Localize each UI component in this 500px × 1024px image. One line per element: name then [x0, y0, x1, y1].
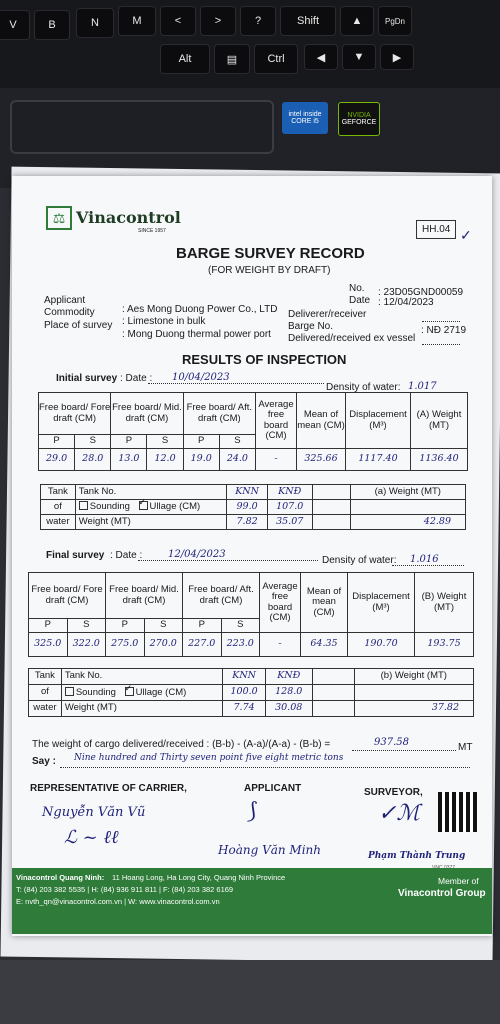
delivered-value: 937.58	[374, 737, 409, 748]
initial-weight1: 7.82	[227, 515, 268, 530]
laptop-keyboard	[0, 0, 500, 100]
delivered-label: The weight of cargo delivered/received : (B-b) - (A-a)/(A-a) - (B-b) =	[32, 739, 331, 750]
sounding-label: Sounding	[75, 686, 116, 698]
initial-of-label: of	[41, 500, 76, 515]
barge-value: : NĐ 2719	[421, 325, 467, 336]
final-tank-blank	[354, 685, 473, 701]
date-label: Date	[349, 295, 371, 306]
initial-date-dots	[148, 383, 324, 384]
final-ps: P	[29, 619, 68, 633]
final-draft-table	[28, 572, 474, 657]
final-hdr-average: Average free board (CM)	[260, 573, 301, 633]
intel-sticker	[282, 102, 328, 134]
ullage-label: Ullage (CM)	[149, 501, 201, 513]
ullage-checkbox	[139, 501, 148, 510]
final-hdr-mean: Mean of mean (CM)	[301, 573, 348, 633]
final-mid-s: 270.0	[144, 633, 183, 657]
key-shift: Shift	[280, 6, 336, 36]
initial-tankno-label: Tank No.	[75, 485, 227, 500]
initial-fore-p: 29.0	[39, 449, 75, 471]
final-tank-label: Tank	[29, 669, 62, 685]
key-comma: <	[160, 6, 196, 36]
initial-tank-spacer	[312, 500, 350, 515]
final-method-cell	[61, 685, 222, 701]
initial-hdr-average: Average free board (CM)	[256, 393, 297, 449]
final-ps: P	[183, 619, 222, 633]
doc-code-box: HH.04	[416, 220, 456, 239]
final-result-value: 37.82	[354, 701, 473, 717]
sounding-checkbox	[65, 687, 74, 696]
final-weight-label: Weight (MT)	[61, 701, 222, 717]
key-slash: ?	[240, 6, 276, 36]
key-v: V	[0, 10, 30, 40]
place-label: Place of survey	[44, 320, 113, 331]
final-displacement: 190.70	[348, 633, 415, 657]
initial-draft-table	[38, 392, 468, 471]
initial-ps: P	[39, 435, 75, 449]
initial-ps: P	[111, 435, 147, 449]
initial-ps: P	[183, 435, 219, 449]
final-aft-s: 223.0	[221, 633, 260, 657]
sounding-checkbox	[79, 501, 88, 510]
barge-label: Barge No.	[288, 321, 334, 332]
final-tank-result-label: (b) Weight (MT)	[354, 669, 473, 685]
initial-date-label: : Date :	[120, 373, 153, 384]
deliverer-dots	[422, 321, 460, 322]
key-left: ◀	[304, 44, 338, 70]
deliverer-label: Deliverer/receiver	[288, 309, 367, 320]
initial-hdr-mean: Mean of mean (CM)	[297, 393, 346, 449]
final-tank-spacer	[312, 701, 354, 717]
key-right: ▶	[380, 44, 414, 70]
key-alt: Alt	[160, 44, 210, 74]
final-hdr-weight: (B) Weight (MT)	[415, 573, 474, 633]
final-tank-col1: KNN	[223, 669, 266, 685]
final-of-label: of	[29, 685, 62, 701]
footer-contact: E: nvth_qn@vinacontrol.com.vn | W: www.vinacontrol.com.vn	[16, 897, 220, 906]
initial-tank-col2: KNĐ	[267, 485, 312, 500]
key-pgdn: PgDn	[378, 6, 412, 36]
initial-mid-p: 13.0	[111, 449, 147, 471]
final-tankno-label: Tank No.	[61, 669, 222, 685]
intel-sticker-line1: intel inside	[288, 111, 322, 118]
final-ps: S	[144, 619, 183, 633]
applicant-name: Hoàng Văn Minh	[218, 843, 322, 857]
final-ps: S	[221, 619, 260, 633]
footer-office-label: Vinacontrol Quang Ninh:	[16, 873, 105, 882]
key-m: M	[118, 6, 156, 36]
footer-member-of: Member of	[438, 876, 479, 886]
key-ctrl: Ctrl	[254, 44, 298, 74]
initial-result-value: 42.89	[350, 515, 465, 530]
initial-hdr-displacement: Displacement (M³)	[346, 393, 411, 449]
document-subtitle: (FOR WEIGHT BY DRAFT)	[208, 265, 331, 276]
final-weight2: 30.08	[265, 701, 312, 717]
date-value: : 12/04/2023	[378, 297, 434, 308]
final-tank-spacer	[312, 685, 354, 701]
carrier-signature: Nguyễn Văn Vũ	[42, 805, 146, 820]
barge-survey-document	[12, 176, 492, 936]
initial-mid-s: 12.0	[147, 449, 183, 471]
place-value: : Mong Duong thermal power port	[122, 329, 271, 340]
no-label: No.	[349, 283, 365, 294]
key-menu: ▤	[214, 44, 250, 74]
final-tank-col2: KNĐ	[265, 669, 312, 685]
initial-ps: S	[219, 435, 255, 449]
initial-hdr-weight: (A) Weight (MT)	[411, 393, 468, 449]
delivered-dots	[422, 344, 460, 345]
initial-aft-s: 24.0	[219, 449, 255, 471]
delivered-ex-vessel-label: Delivered/received ex vessel	[288, 333, 416, 344]
surveyor-signature-scribble: ✓ℳ	[378, 801, 420, 826]
initial-aft-p: 19.0	[183, 449, 219, 471]
delivered-unit: MT	[458, 742, 473, 753]
document-title: BARGE SURVEY RECORD	[176, 245, 365, 262]
initial-tank-blank	[350, 500, 465, 515]
surveyor-label: SURVEYOR,	[364, 787, 423, 798]
initial-ps: S	[75, 435, 111, 449]
key-n: N	[76, 8, 114, 38]
initial-tank-col1: KNN	[227, 485, 268, 500]
final-date-label: : Date :	[110, 550, 143, 561]
final-density-dots	[392, 565, 464, 566]
final-date-dots	[138, 560, 318, 561]
final-hdr-fore: Free board/ Fore draft (CM)	[29, 573, 106, 619]
footer-group-name: Vinacontrol Group	[398, 888, 486, 899]
initial-ullage2: 107.0	[267, 500, 312, 515]
final-mean: 64.35	[301, 633, 348, 657]
final-fore-s: 322.0	[67, 633, 106, 657]
key-b: B	[34, 10, 70, 40]
final-ps: P	[106, 619, 145, 633]
final-survey-label: Final survey	[46, 550, 105, 561]
logo-name: Vinacontrol	[76, 208, 181, 227]
final-hdr-mid: Free board/ Mid. draft (CM)	[106, 573, 183, 619]
intel-sticker-line2: CORE i5	[291, 118, 319, 125]
final-density-value: 1.016	[410, 554, 439, 565]
touchpad	[10, 100, 274, 154]
initial-method-cell	[75, 500, 227, 515]
initial-water-label: water	[41, 515, 76, 530]
nvidia-sticker-line1: NVIDIA	[347, 112, 371, 119]
initial-hdr-aft: Free board/ Aft. draft (CM)	[183, 393, 255, 435]
say-label: Say :	[32, 756, 56, 767]
initial-date-value: 10/04/2023	[172, 372, 230, 383]
final-water-label: water	[29, 701, 62, 717]
surveyor-name: Phạm Thành Trung	[368, 851, 466, 861]
initial-hdr-fore: Free board/ Fore draft (CM)	[39, 393, 111, 435]
final-density-label: Density of water:	[322, 555, 397, 566]
initial-ps: S	[147, 435, 183, 449]
initial-weight2: 35.07	[267, 515, 312, 530]
initial-mean: 325.66	[297, 449, 346, 471]
initial-density-label: Density of water:	[326, 382, 401, 393]
no-value: : 23D05GND00059	[378, 287, 464, 298]
fabric-surface	[0, 960, 500, 1024]
final-ullage1: 100.0	[223, 685, 266, 701]
final-ps: S	[67, 619, 106, 633]
final-mid-p: 275.0	[106, 633, 145, 657]
vinacontrol-logo-icon: ⚖	[46, 206, 72, 230]
initial-tank-table	[40, 484, 466, 530]
sounding-label: Sounding	[89, 501, 130, 513]
initial-ullage1: 99.0	[227, 500, 268, 515]
initial-hdr-mid: Free board/ Mid. draft (CM)	[111, 393, 183, 435]
ullage-label: Ullage (CM)	[135, 686, 187, 698]
nvidia-sticker-line2: GEFORCE	[341, 119, 377, 126]
key-up: ▲	[340, 6, 374, 36]
final-hdr-aft: Free board/ Aft. draft (CM)	[183, 573, 260, 619]
final-weight1: 7.74	[223, 701, 266, 717]
carrier-signature-scribble: ℒ ~ ℓℓ	[64, 827, 119, 848]
final-average: -	[260, 633, 301, 657]
initial-weight-a: 1136.40	[411, 449, 468, 471]
initial-tank-label: Tank	[41, 485, 76, 500]
applicant-signature-scribble: ⟆	[248, 799, 257, 824]
results-title: RESULTS OF INSPECTION	[182, 352, 347, 367]
ullage-checkbox	[125, 687, 134, 696]
document-footer	[12, 868, 492, 934]
initial-fore-s: 28.0	[75, 449, 111, 471]
logo-since: SINCE 1957	[138, 228, 166, 234]
final-weight-b: 193.75	[415, 633, 474, 657]
initial-density-value: 1.017	[408, 381, 437, 392]
nvidia-sticker	[338, 102, 380, 136]
commodity-label: Commodity	[44, 307, 95, 318]
final-aft-p: 227.0	[183, 633, 222, 657]
final-hdr-displacement: Displacement (M³)	[348, 573, 415, 633]
check-mark-icon: ✓	[460, 227, 472, 243]
initial-average: -	[256, 449, 297, 471]
say-dots	[60, 767, 470, 768]
applicant-label: Applicant	[44, 295, 86, 306]
footer-phones: T: (84) 203 382 5535 | H: (84) 936 911 811 | F: (84) 203 382 6169	[16, 885, 234, 894]
applicant-sign-label: APPLICANT	[244, 783, 302, 794]
initial-tank-spacer	[312, 515, 350, 530]
final-tank-spacer	[312, 669, 354, 685]
initial-tank-result-label: (a) Weight (MT)	[350, 485, 465, 500]
delivered-dots	[352, 750, 456, 751]
carrier-label: REPRESENTATIVE OF CARRIER,	[30, 783, 187, 794]
final-date-value: 12/04/2023	[168, 549, 226, 560]
key-period: >	[200, 6, 236, 36]
commodity-value: : Limestone in bulk	[122, 316, 206, 327]
final-fore-p: 325.0	[29, 633, 68, 657]
final-tank-table	[28, 668, 474, 717]
footer-address: 11 Hoang Long, Ha Long City, Quang Ninh Province	[112, 873, 286, 882]
initial-tank-spacer	[312, 485, 350, 500]
say-value: Nine hundred and Thirty seven point five eight metric tons	[74, 753, 344, 763]
initial-survey-label: Initial survey	[56, 373, 118, 384]
final-ullage2: 128.0	[265, 685, 312, 701]
applicant-value: : Aes Mong Duong Power Co., LTD	[122, 304, 278, 315]
qr-code-icon	[438, 792, 478, 832]
key-down: ▼	[342, 44, 376, 70]
initial-displacement: 1117.40	[346, 449, 411, 471]
initial-weight-label: Weight (MT)	[75, 515, 227, 530]
